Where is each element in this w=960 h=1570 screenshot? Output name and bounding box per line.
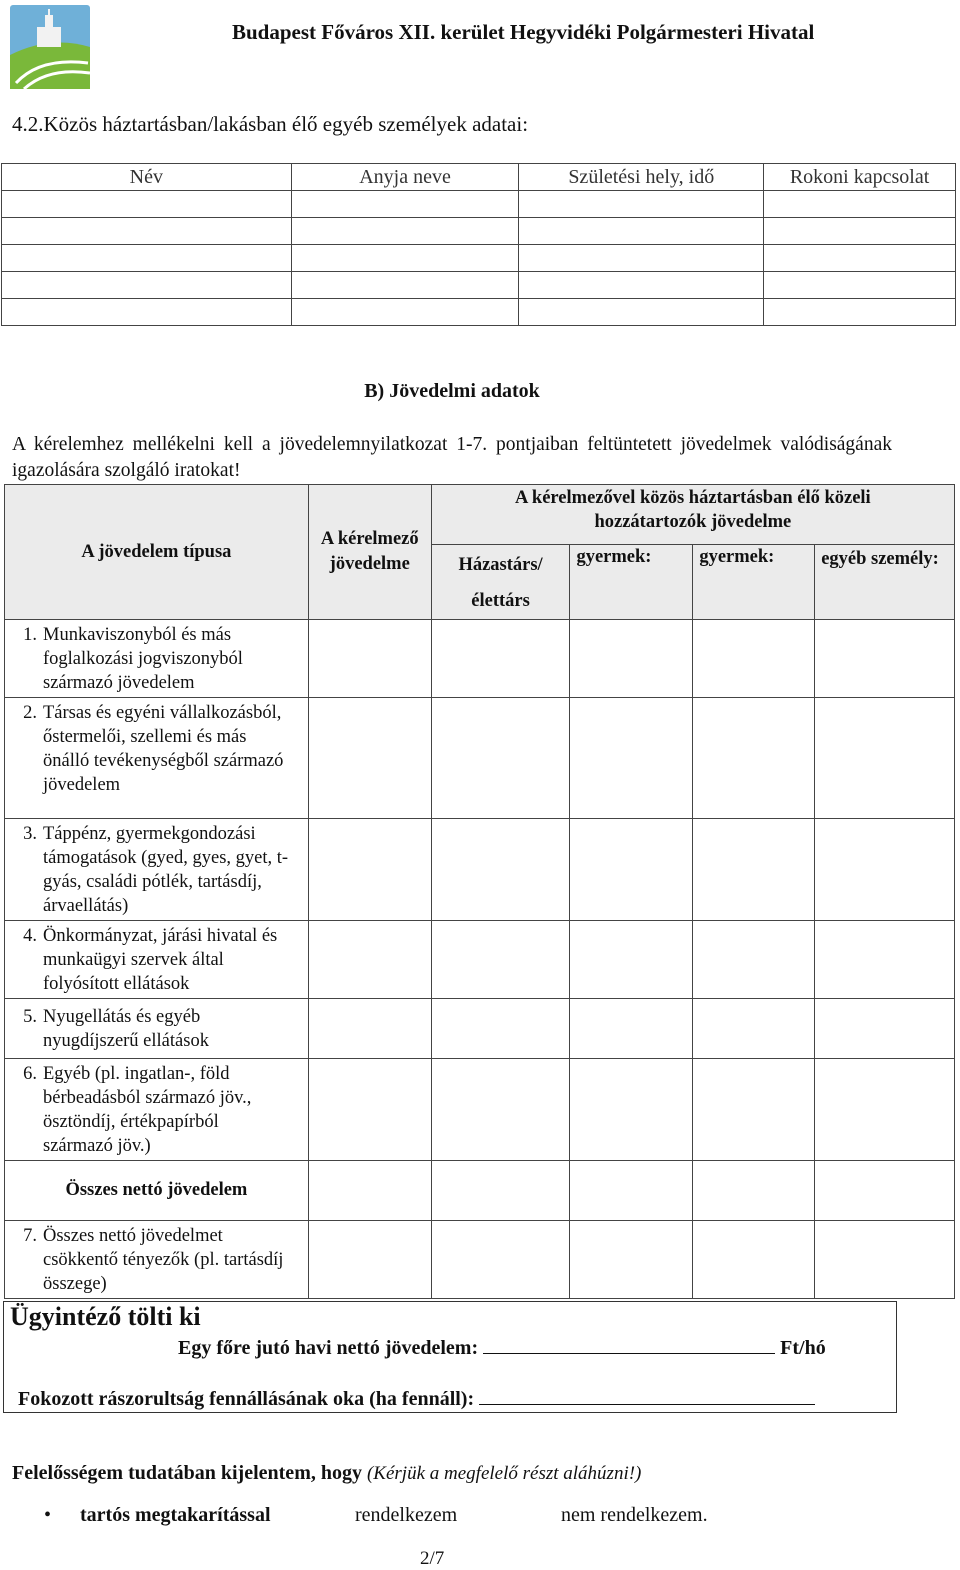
option-not-have[interactable]: nem rendelkezem. bbox=[561, 1504, 708, 1526]
applicant-cell[interactable] bbox=[308, 999, 431, 1059]
applicant-cell[interactable] bbox=[308, 698, 431, 819]
child1-cell[interactable] bbox=[570, 698, 693, 819]
income-row-label bbox=[5, 999, 309, 1059]
table-cell[interactable] bbox=[2, 191, 292, 218]
per-capita-income-line bbox=[178, 1335, 826, 1360]
child2-cell[interactable] bbox=[693, 1221, 815, 1299]
applicant-cell[interactable] bbox=[308, 620, 431, 698]
spouse-cell[interactable] bbox=[431, 698, 570, 819]
other-cell[interactable] bbox=[815, 698, 955, 819]
income-header-row-1 bbox=[5, 485, 955, 545]
child1-cell[interactable] bbox=[570, 999, 693, 1059]
income-row bbox=[5, 620, 955, 698]
savings-label: tartós megtakarítással bbox=[80, 1504, 271, 1526]
income-row bbox=[5, 999, 955, 1059]
administrator-box-title: Ügyintéző tölti ki bbox=[10, 1302, 201, 1331]
table-cell[interactable] bbox=[2, 218, 292, 245]
child2-cell[interactable] bbox=[693, 1059, 815, 1161]
table-cell[interactable] bbox=[519, 272, 764, 299]
reason-line bbox=[18, 1386, 815, 1411]
table-cell[interactable] bbox=[764, 218, 956, 245]
child1-cell[interactable] bbox=[570, 1221, 693, 1299]
child1-cell[interactable] bbox=[570, 1059, 693, 1161]
table-cell[interactable] bbox=[291, 218, 519, 245]
table-cell[interactable] bbox=[291, 272, 519, 299]
applicant-income-header: A kérelmező jövedelme bbox=[308, 485, 431, 620]
row-text: Munkaviszonyból és más foglalkozási jogviszonyból származó jövedelem bbox=[43, 625, 243, 693]
col-name-header: Név bbox=[2, 164, 292, 191]
table-cell[interactable] bbox=[2, 245, 292, 272]
declaration-text: Felelősségem tudatában kijelentem, hogy bbox=[12, 1462, 362, 1484]
reason-label: Fokozott rászorultság fennállásának oka (ha fennáll): bbox=[18, 1388, 475, 1410]
table-row bbox=[2, 191, 956, 218]
table-row bbox=[2, 218, 956, 245]
other-cell[interactable] bbox=[815, 819, 955, 921]
income-table bbox=[4, 484, 955, 1299]
reason-field[interactable] bbox=[479, 1386, 815, 1405]
col-birth-header: Születési hely, idő bbox=[519, 164, 764, 191]
total-income-label: Összes nettó jövedelem bbox=[5, 1161, 309, 1221]
child2-cell[interactable] bbox=[693, 999, 815, 1059]
spouse-header bbox=[431, 545, 570, 620]
deductions-row bbox=[5, 1221, 955, 1299]
col-relation-header: Rokoni kapcsolat bbox=[764, 164, 956, 191]
option-have[interactable]: rendelkezem bbox=[355, 1504, 458, 1526]
declaration-line bbox=[12, 1462, 641, 1485]
other-cell[interactable] bbox=[815, 1161, 955, 1221]
spouse-header-line1: Házastárs/ bbox=[458, 555, 543, 575]
spouse-cell[interactable] bbox=[431, 620, 570, 698]
row-text: Egyéb (pl. ingatlan-, föld bérbeadásból származó jöv., ösztöndíj, értékpapírból származó jöv.) bbox=[43, 1064, 252, 1156]
spouse-cell[interactable] bbox=[431, 1161, 570, 1221]
table-cell[interactable] bbox=[291, 191, 519, 218]
table-cell[interactable] bbox=[519, 245, 764, 272]
bullet-icon: • bbox=[44, 1504, 52, 1526]
row-text: Önkormányzat, járási hivatal és munkaügyi szervek által folyósított ellátások bbox=[43, 926, 278, 994]
child2-cell[interactable] bbox=[693, 698, 815, 819]
income-row bbox=[5, 921, 955, 999]
row-number: 3. bbox=[23, 824, 37, 844]
per-capita-income-label: Egy főre jutó havi nettó jövedelem: bbox=[178, 1337, 479, 1359]
applicant-cell[interactable] bbox=[308, 819, 431, 921]
table-cell[interactable] bbox=[2, 299, 292, 326]
table-cell[interactable] bbox=[291, 299, 519, 326]
child1-cell[interactable] bbox=[570, 819, 693, 921]
table-cell[interactable] bbox=[519, 218, 764, 245]
income-row-label bbox=[5, 698, 309, 819]
income-row bbox=[5, 1059, 955, 1161]
household-members-table bbox=[1, 163, 956, 326]
row-number: 7. bbox=[23, 1226, 37, 1246]
table-cell[interactable] bbox=[764, 272, 956, 299]
child2-cell[interactable] bbox=[693, 620, 815, 698]
row-number: 6. bbox=[23, 1064, 37, 1084]
applicant-cell[interactable] bbox=[308, 1059, 431, 1161]
col-mother-name-header: Anyja neve bbox=[291, 164, 519, 191]
household-income-header: A kérelmezővel közös háztartásban élő közeli hozzátartozók jövedelme bbox=[431, 485, 954, 545]
row-number: 2. bbox=[23, 703, 37, 723]
income-row-label bbox=[5, 1221, 309, 1299]
table-row bbox=[2, 299, 956, 326]
spouse-cell[interactable] bbox=[431, 999, 570, 1059]
hegyvidek-logo bbox=[10, 5, 90, 89]
income-row bbox=[5, 819, 955, 921]
total-income-row bbox=[5, 1161, 955, 1221]
income-intro-text: A kérelemhez mellékelni kell a jövedelemnyilatkozat 1-7. pontjaiban feltüntetett jövedelmek valódiságának igazolására szolgáló iratokat! bbox=[12, 434, 892, 481]
income-section-title: B) Jövedelmi adatok bbox=[364, 380, 540, 402]
table-cell[interactable] bbox=[764, 245, 956, 272]
spouse-cell[interactable] bbox=[431, 1221, 570, 1299]
other-cell[interactable] bbox=[815, 921, 955, 999]
declaration-instruction: (Kérjük a megfelelő részt aláhúzni!) bbox=[366, 1463, 642, 1484]
other-person-header: egyéb személy: bbox=[815, 545, 955, 620]
income-row-label bbox=[5, 921, 309, 999]
section-heading: 4.2.Közös háztartásban/lakásban élő egyéb személyek adatai: bbox=[12, 112, 529, 136]
income-row-label bbox=[5, 1059, 309, 1161]
applicant-cell[interactable] bbox=[308, 1161, 431, 1221]
row-number: 1. bbox=[23, 625, 37, 645]
income-type-header: A jövedelem típusa bbox=[5, 485, 309, 620]
child2-cell[interactable] bbox=[693, 819, 815, 921]
table-row bbox=[2, 245, 956, 272]
per-capita-income-field[interactable] bbox=[483, 1335, 775, 1354]
page-number: 2/7 bbox=[420, 1548, 445, 1569]
child2-cell[interactable] bbox=[693, 1161, 815, 1221]
table-cell[interactable] bbox=[764, 191, 956, 218]
spouse-cell[interactable] bbox=[431, 819, 570, 921]
spouse-cell[interactable] bbox=[431, 921, 570, 999]
child1-cell[interactable] bbox=[570, 921, 693, 999]
row-number: 4. bbox=[23, 926, 37, 946]
child2-cell[interactable] bbox=[693, 921, 815, 999]
row-number: 5. bbox=[23, 1007, 37, 1027]
child1-cell[interactable] bbox=[570, 1161, 693, 1221]
table-cell[interactable] bbox=[2, 272, 292, 299]
row-text: Összes nettó jövedelmet csökkentő tényezők (pl. tartásdíj összege) bbox=[43, 1226, 284, 1294]
income-row-label bbox=[5, 819, 309, 921]
table-cell[interactable] bbox=[519, 191, 764, 218]
child1-cell[interactable] bbox=[570, 620, 693, 698]
table-row bbox=[2, 272, 956, 299]
applicant-cell[interactable] bbox=[308, 1221, 431, 1299]
row-text: Táppénz, gyermekgondozási támogatások (gyed, gyes, gyet, t-gyás, családi pótlék, tartásdíj, árvaellátás) bbox=[43, 824, 289, 916]
table-cell[interactable] bbox=[519, 299, 764, 326]
table-header-row bbox=[2, 164, 956, 191]
applicant-cell[interactable] bbox=[308, 921, 431, 999]
row-text: Nyugellátás és egyéb nyugdíjszerű ellátások bbox=[43, 1007, 209, 1051]
table-cell[interactable] bbox=[764, 299, 956, 326]
other-cell[interactable] bbox=[815, 1221, 955, 1299]
spouse-header-line2: élettárs bbox=[471, 591, 530, 611]
income-row-label bbox=[5, 620, 309, 698]
other-cell[interactable] bbox=[815, 1059, 955, 1161]
header-title: Budapest Főváros XII. kerület Hegyvidéki Polgármesteri Hivatal bbox=[232, 20, 815, 44]
table-cell[interactable] bbox=[291, 245, 519, 272]
child2-header: gyermek: bbox=[693, 545, 815, 620]
other-cell[interactable] bbox=[815, 620, 955, 698]
income-row bbox=[5, 698, 955, 819]
per-capita-income-unit: Ft/hó bbox=[780, 1337, 826, 1359]
child1-header: gyermek: bbox=[570, 545, 693, 620]
row-text: Társas és egyéni vállalkozásból, őstermelői, szellemi és más önálló tevékenységből származó jövedelem bbox=[43, 703, 284, 795]
other-cell[interactable] bbox=[815, 999, 955, 1059]
spouse-cell[interactable] bbox=[431, 1059, 570, 1161]
